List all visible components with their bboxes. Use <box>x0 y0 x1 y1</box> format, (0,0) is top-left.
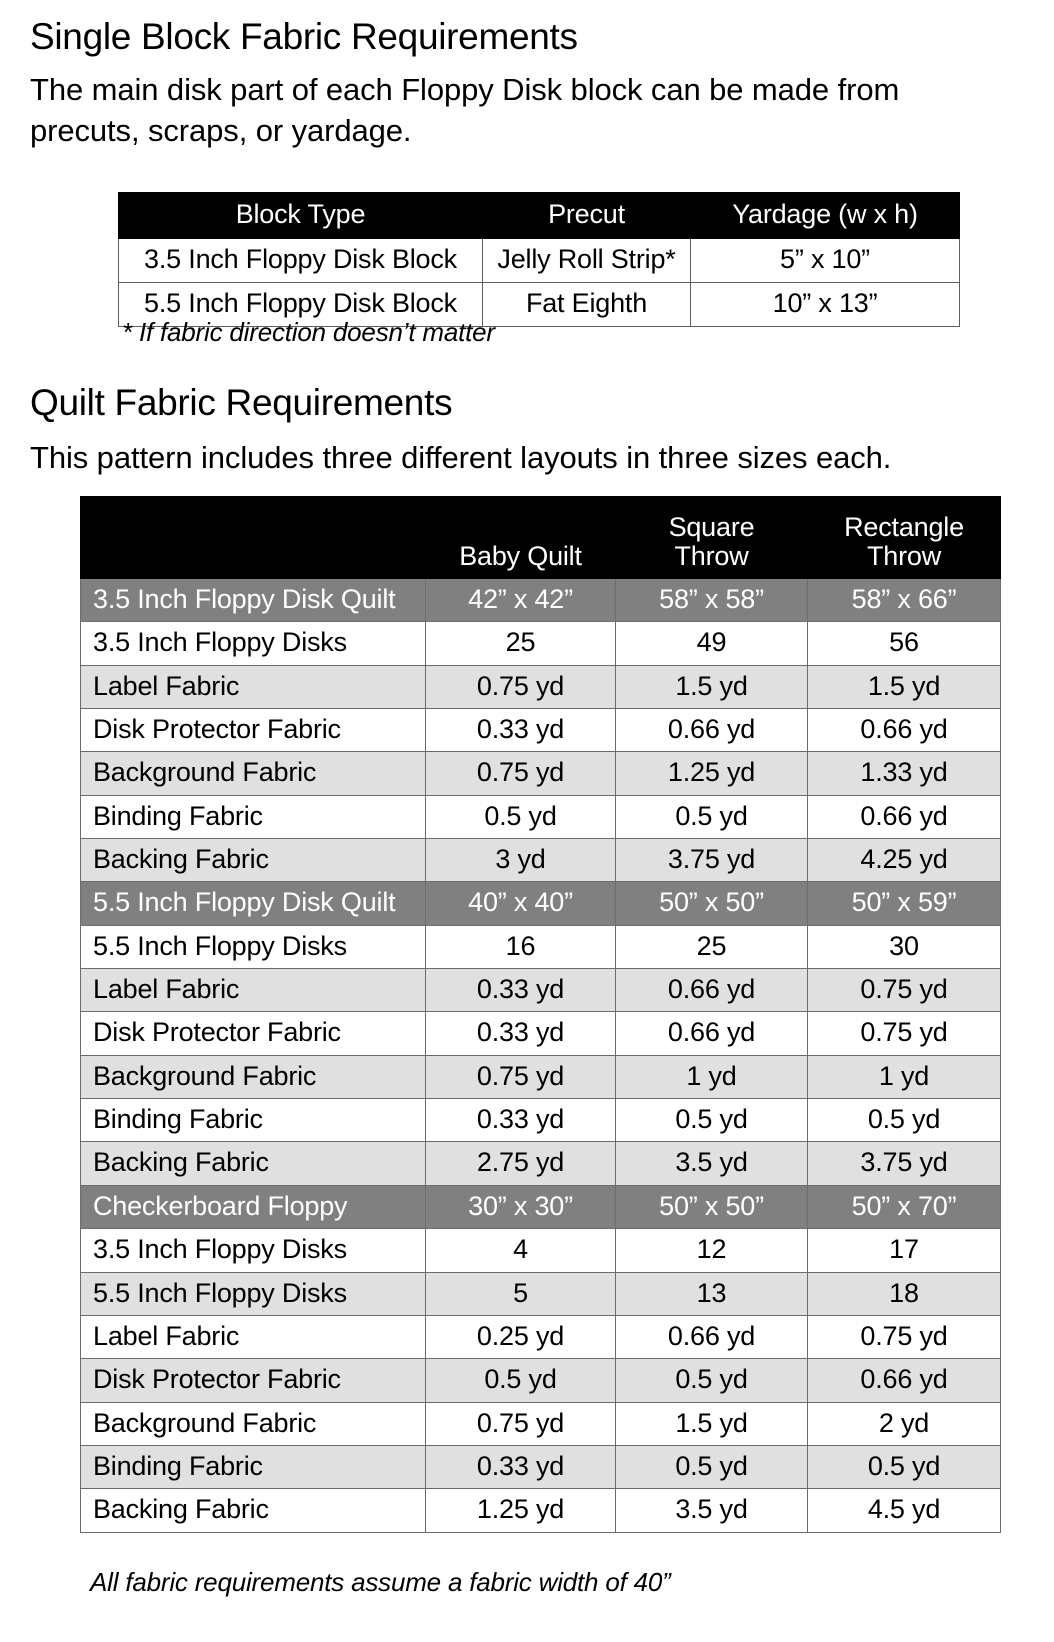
cell-baby-quilt: 0.75 yd <box>426 665 616 708</box>
single-block-section-title: Single Block Fabric Requirements <box>30 16 578 57</box>
cell-block-type: 3.5 Inch Floppy Disk Block <box>119 239 483 283</box>
row-label: Binding Fabric <box>81 1099 426 1142</box>
cell-rectangle-throw: 0.75 yd <box>808 1012 1001 1055</box>
cell-rectangle-throw: 1 yd <box>808 1055 1001 1098</box>
cell-baby-quilt: 0.75 yd <box>426 1402 616 1445</box>
header-line-2: Throw <box>674 540 749 571</box>
cell-baby-quilt: 42” x 42” <box>426 579 616 622</box>
cell-baby-quilt: 40” x 40” <box>426 882 616 925</box>
cell-rectangle-throw: 0.66 yd <box>808 795 1001 838</box>
cell-baby-quilt: 0.33 yd <box>426 1012 616 1055</box>
cell-baby-quilt: 3 yd <box>426 839 616 882</box>
table-header-row <box>81 497 1001 579</box>
table-row <box>81 795 1001 838</box>
single-block-intro-text: The main disk part of each Floppy Disk block can be made from precuts, scraps, or yardage. <box>30 72 900 148</box>
table-row <box>81 665 1001 708</box>
row-label: 5.5 Inch Floppy Disks <box>81 925 426 968</box>
quilt-table-head <box>81 497 1001 579</box>
cell-rectangle-throw: 0.75 yd <box>808 969 1001 1012</box>
cell-square-throw: 3.75 yd <box>616 839 808 882</box>
cell-square-throw: 1.25 yd <box>616 752 808 795</box>
table-row <box>81 969 1001 1012</box>
column-header-rectangle-throw <box>808 497 1001 579</box>
cell-baby-quilt: 4 <box>426 1229 616 1272</box>
table-row <box>81 1055 1001 1098</box>
table-row <box>81 752 1001 795</box>
cell-rectangle-throw: 58” x 66” <box>808 579 1001 622</box>
single-block-table-head <box>119 193 960 239</box>
quilt-group-row <box>81 882 1001 925</box>
table-row <box>81 1402 1001 1445</box>
row-label: Label Fabric <box>81 665 426 708</box>
cell-rectangle-throw: 2 yd <box>808 1402 1001 1445</box>
table-row <box>81 1142 1001 1185</box>
cell-square-throw: 25 <box>616 925 808 968</box>
table-row <box>81 1315 1001 1358</box>
cell-square-throw: 12 <box>616 1229 808 1272</box>
cell-baby-quilt: 0.75 yd <box>426 1055 616 1098</box>
row-label: Disk Protector Fabric <box>81 1012 426 1055</box>
cell-rectangle-throw: 30 <box>808 925 1001 968</box>
cell-square-throw: 0.5 yd <box>616 795 808 838</box>
single-block-fabric-table <box>118 192 960 327</box>
row-label: Binding Fabric <box>81 795 426 838</box>
row-label: Backing Fabric <box>81 839 426 882</box>
row-label: Label Fabric <box>81 969 426 1012</box>
group-label: Checkerboard Floppy <box>81 1185 426 1228</box>
table-row <box>119 239 960 283</box>
cell-baby-quilt: 30” x 30” <box>426 1185 616 1228</box>
cell-yardage: 10” x 13” <box>691 283 960 327</box>
column-header-block-type: Block Type <box>119 193 483 239</box>
cell-square-throw: 50” x 50” <box>616 882 808 925</box>
row-label: Label Fabric <box>81 1315 426 1358</box>
quilt-table-body <box>81 579 1001 1533</box>
cell-baby-quilt: 25 <box>426 622 616 665</box>
header-line-1: Rectangle <box>844 512 964 543</box>
group-label: 3.5 Inch Floppy Disk Quilt <box>81 579 426 622</box>
column-header-precut: Precut <box>483 193 691 239</box>
quilt-fabric-requirements-table <box>80 496 1001 1533</box>
quilt-group-row <box>81 1185 1001 1228</box>
row-label: 3.5 Inch Floppy Disks <box>81 622 426 665</box>
cell-square-throw: 0.5 yd <box>616 1359 808 1402</box>
row-label: 3.5 Inch Floppy Disks <box>81 1229 426 1272</box>
quilt-group-row <box>81 579 1001 622</box>
cell-square-throw: 0.5 yd <box>616 1099 808 1142</box>
cell-rectangle-throw: 1.5 yd <box>808 665 1001 708</box>
row-label: Binding Fabric <box>81 1445 426 1488</box>
cell-rectangle-throw: 4.5 yd <box>808 1489 1001 1532</box>
cell-baby-quilt: 16 <box>426 925 616 968</box>
cell-square-throw: 50” x 50” <box>616 1185 808 1228</box>
cell-square-throw: 0.5 yd <box>616 1445 808 1488</box>
cell-rectangle-throw: 3.75 yd <box>808 1142 1001 1185</box>
cell-square-throw: 0.66 yd <box>616 1012 808 1055</box>
cell-square-throw: 13 <box>616 1272 808 1315</box>
cell-rectangle-throw: 50” x 59” <box>808 882 1001 925</box>
table-row <box>81 839 1001 882</box>
table-row <box>81 1229 1001 1272</box>
cell-square-throw: 1 yd <box>616 1055 808 1098</box>
quilt-section-title: Quilt Fabric Requirements <box>30 382 453 423</box>
table-row <box>81 1489 1001 1532</box>
single-block-table-body <box>119 239 960 327</box>
column-header-square-throw <box>616 497 808 579</box>
table-row <box>81 709 1001 752</box>
cell-baby-quilt: 0.33 yd <box>426 969 616 1012</box>
cell-rectangle-throw: 0.5 yd <box>808 1445 1001 1488</box>
cell-block-type: 5.5 Inch Floppy Disk Block <box>119 283 483 327</box>
cell-baby-quilt: 0.5 yd <box>426 1359 616 1402</box>
cell-rectangle-throw: 0.66 yd <box>808 709 1001 752</box>
cell-precut: Jelly Roll Strip* <box>483 239 691 283</box>
cell-baby-quilt: 0.33 yd <box>426 1445 616 1488</box>
table-row <box>81 925 1001 968</box>
cell-precut: Fat Eighth <box>483 283 691 327</box>
table-row <box>81 622 1001 665</box>
cell-baby-quilt: 0.5 yd <box>426 795 616 838</box>
cell-square-throw: 3.5 yd <box>616 1489 808 1532</box>
header-line-1: Square <box>668 512 755 543</box>
cell-baby-quilt: 0.33 yd <box>426 709 616 752</box>
cell-rectangle-throw: 18 <box>808 1272 1001 1315</box>
cell-baby-quilt: 0.25 yd <box>426 1315 616 1358</box>
cell-rectangle-throw: 4.25 yd <box>808 839 1001 882</box>
row-label: Background Fabric <box>81 1402 426 1445</box>
cell-square-throw: 3.5 yd <box>616 1142 808 1185</box>
row-label: Backing Fabric <box>81 1142 426 1185</box>
column-header-baby-quilt <box>426 497 616 579</box>
cell-square-throw: 1.5 yd <box>616 1402 808 1445</box>
single-block-footnote: * If fabric direction doesn’t matter <box>122 317 495 347</box>
table-row <box>81 1359 1001 1402</box>
table-row <box>81 1445 1001 1488</box>
row-label: Backing Fabric <box>81 1489 426 1532</box>
cell-rectangle-throw: 17 <box>808 1229 1001 1272</box>
cell-square-throw: 49 <box>616 622 808 665</box>
row-label: Disk Protector Fabric <box>81 1359 426 1402</box>
row-label: Background Fabric <box>81 1055 426 1098</box>
cell-baby-quilt: 0.75 yd <box>426 752 616 795</box>
row-label: Background Fabric <box>81 752 426 795</box>
cell-rectangle-throw: 0.75 yd <box>808 1315 1001 1358</box>
table-row <box>81 1272 1001 1315</box>
cell-square-throw: 0.66 yd <box>616 969 808 1012</box>
cell-baby-quilt: 5 <box>426 1272 616 1315</box>
cell-baby-quilt: 1.25 yd <box>426 1489 616 1532</box>
quilt-intro-text: This pattern includes three different layouts in three sizes each. <box>30 440 892 475</box>
cell-rectangle-throw: 1.33 yd <box>808 752 1001 795</box>
quilt-footnote: All fabric requirements assume a fabric width of 40” <box>90 1567 671 1597</box>
table-row <box>81 1012 1001 1055</box>
column-header-blank <box>81 497 426 579</box>
cell-baby-quilt: 0.33 yd <box>426 1099 616 1142</box>
row-label: Disk Protector Fabric <box>81 709 426 752</box>
cell-square-throw: 0.66 yd <box>616 709 808 752</box>
row-label: 5.5 Inch Floppy Disks <box>81 1272 426 1315</box>
cell-rectangle-throw: 56 <box>808 622 1001 665</box>
cell-rectangle-throw: 50” x 70” <box>808 1185 1001 1228</box>
group-label: 5.5 Inch Floppy Disk Quilt <box>81 882 426 925</box>
table-header-row <box>119 193 960 239</box>
table-row <box>81 1099 1001 1142</box>
cell-rectangle-throw: 0.66 yd <box>808 1359 1001 1402</box>
cell-rectangle-throw: 0.5 yd <box>808 1099 1001 1142</box>
cell-yardage: 5” x 10” <box>691 239 960 283</box>
header-line-2: Baby Quilt <box>459 540 582 571</box>
column-header-yardage: Yardage (w x h) <box>691 193 960 239</box>
cell-square-throw: 0.66 yd <box>616 1315 808 1358</box>
cell-square-throw: 58” x 58” <box>616 579 808 622</box>
cell-baby-quilt: 2.75 yd <box>426 1142 616 1185</box>
cell-square-throw: 1.5 yd <box>616 665 808 708</box>
header-line-2: Throw <box>866 540 941 571</box>
